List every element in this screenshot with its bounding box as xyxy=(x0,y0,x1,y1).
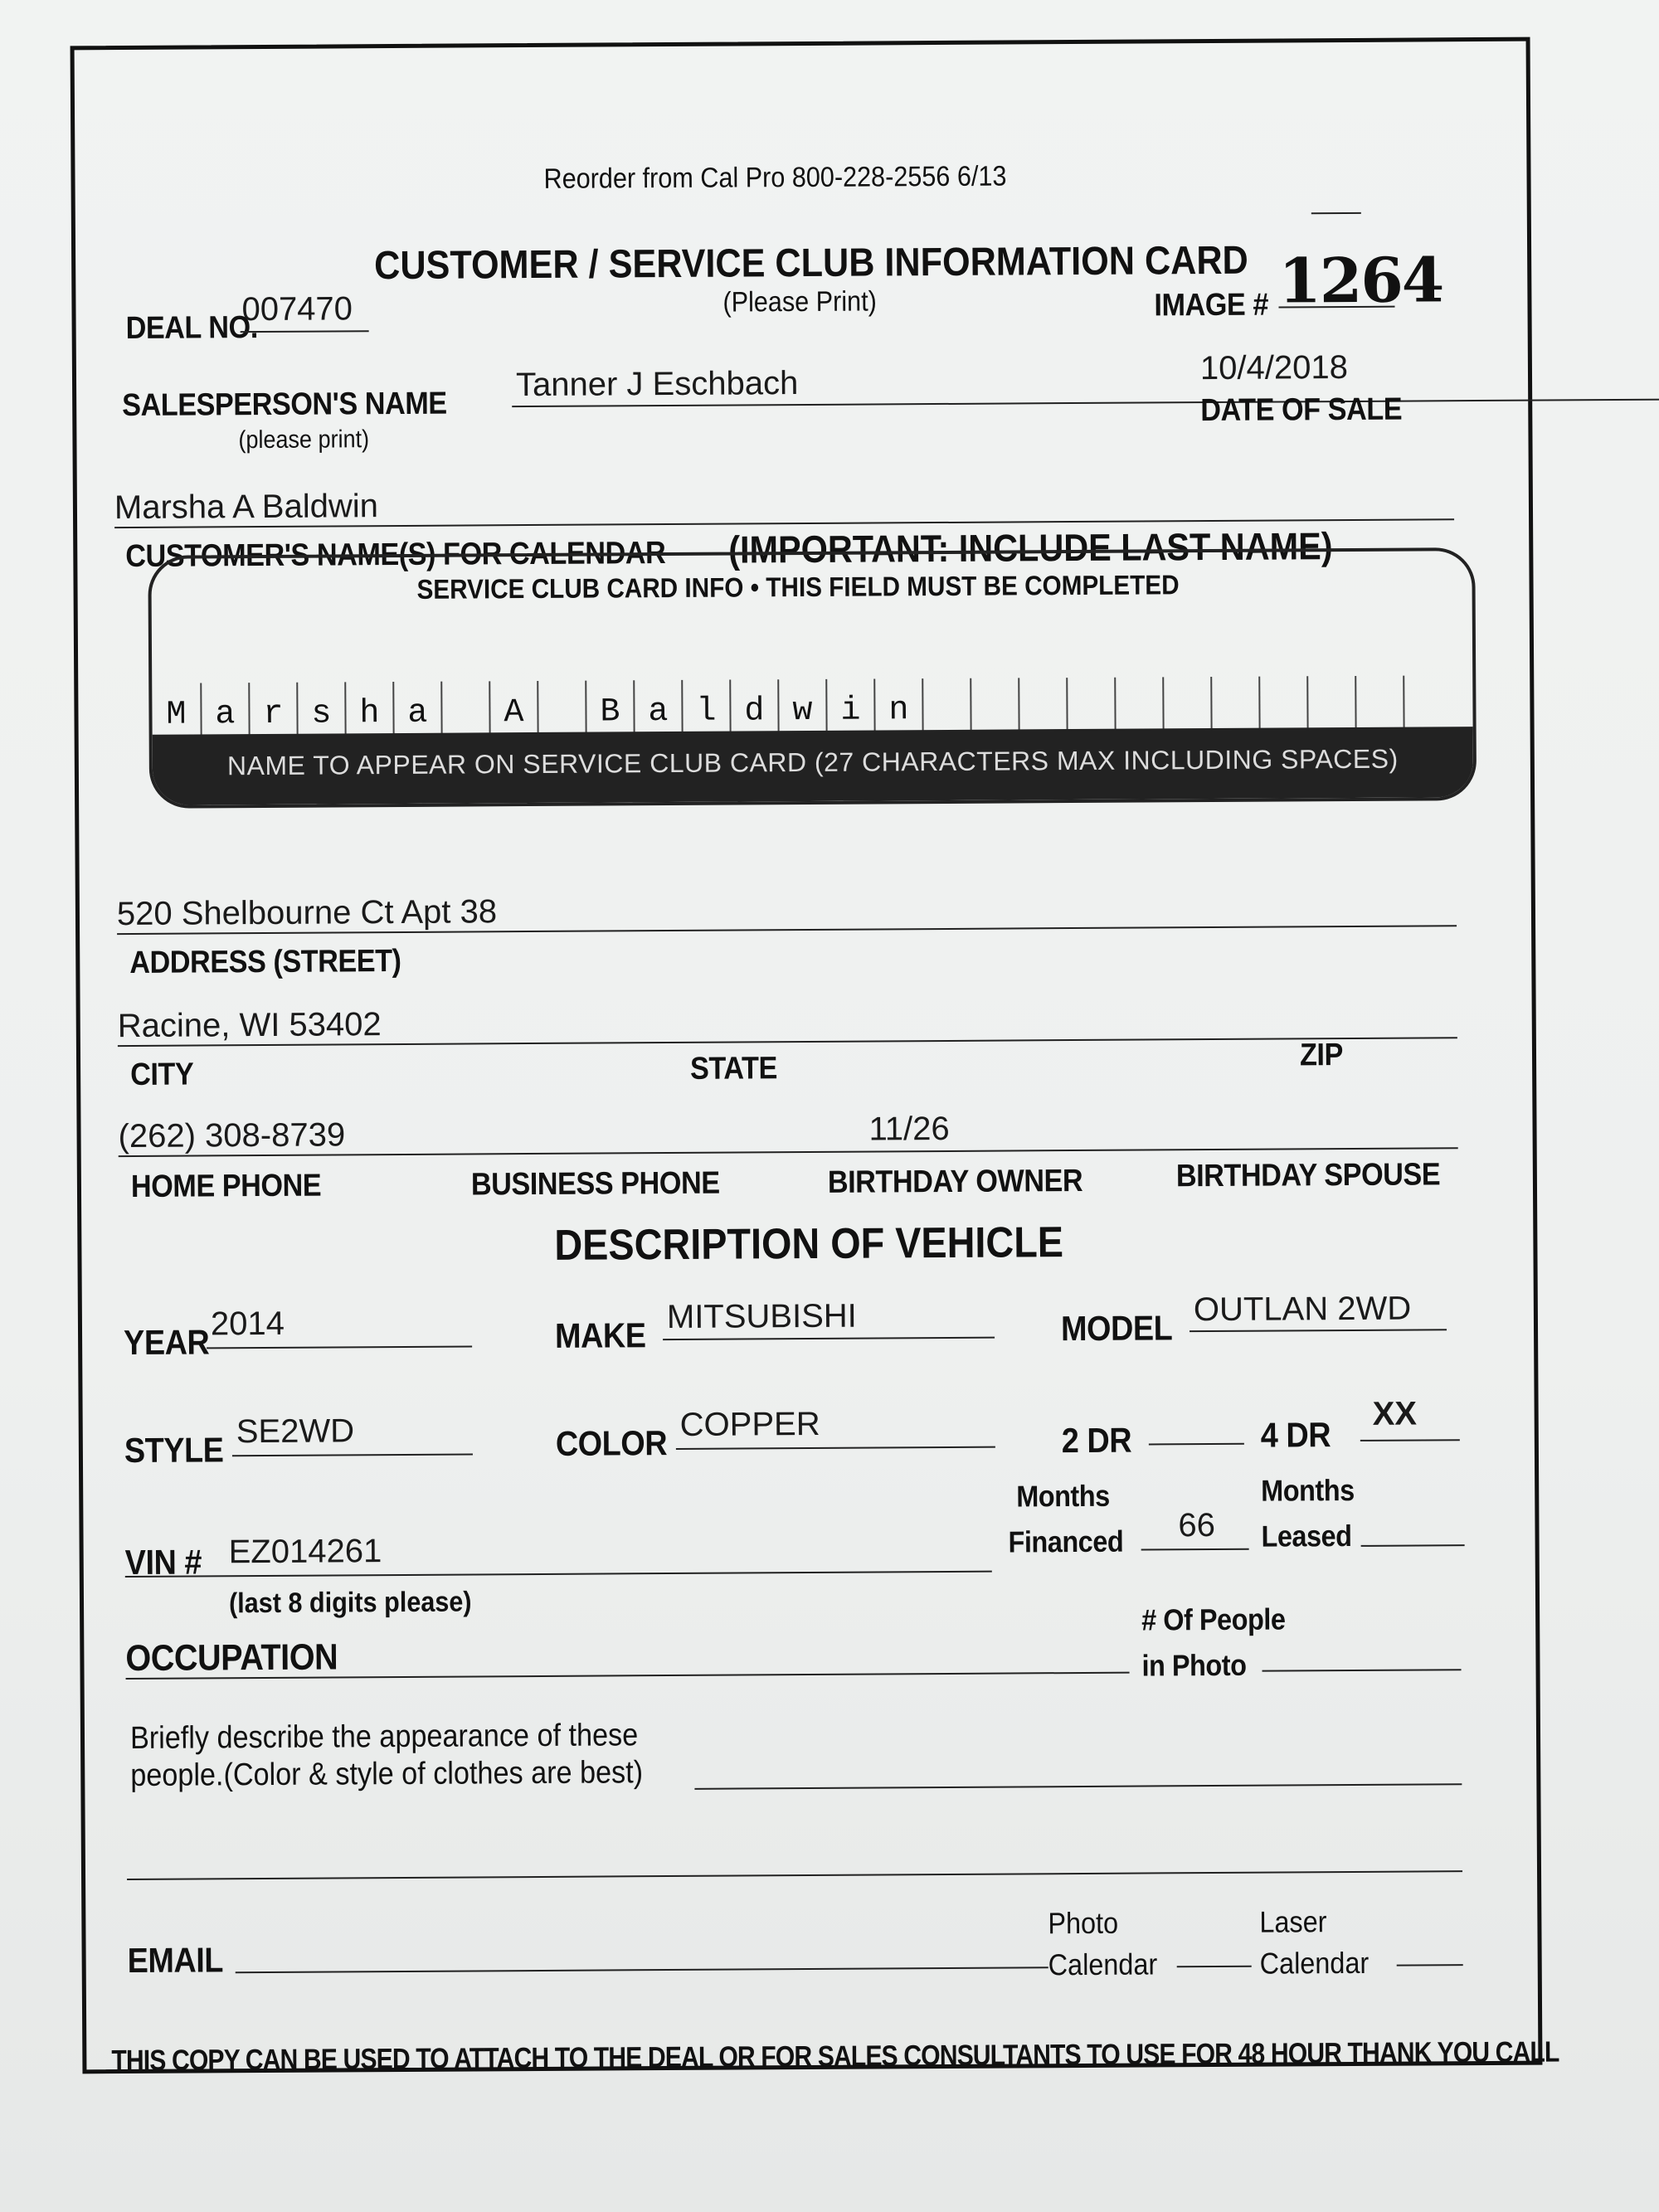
months-leased-line xyxy=(1361,1544,1465,1547)
service-club-char-slot[interactable] xyxy=(1018,678,1066,736)
months-financed-label-2: Financed xyxy=(1008,1524,1124,1559)
important-note: (IMPORTANT: INCLUDE LAST NAME) xyxy=(728,524,1333,571)
service-club-char-slot[interactable] xyxy=(1403,675,1451,733)
state-label: STATE xyxy=(689,1051,778,1087)
service-club-char-slot[interactable]: M xyxy=(166,696,187,734)
service-club-char-slot[interactable]: l xyxy=(681,680,729,738)
service-club-char-slot[interactable]: n xyxy=(873,678,922,737)
date-of-sale-label: DATE OF SALE xyxy=(1200,391,1403,429)
vehicle-heading: DESCRIPTION OF VEHICLE xyxy=(554,1218,1064,1270)
photo-calendar-label-1: Photo xyxy=(1048,1905,1119,1941)
date-of-sale-value[interactable]: 10/4/2018 xyxy=(1199,348,1349,387)
service-club-footer-band xyxy=(153,727,1473,805)
service-club-char-slot[interactable] xyxy=(1355,676,1403,734)
customer-name-label: CUSTOMER'S NAME(S) FOR CALENDAR xyxy=(125,536,666,575)
service-club-char-slot[interactable] xyxy=(922,678,970,737)
service-club-box xyxy=(148,547,1477,809)
style-value[interactable]: SE2WD xyxy=(236,1412,355,1451)
birthday-spouse-label: BIRTHDAY SPOUSE xyxy=(1175,1157,1441,1194)
address-value[interactable]: 520 Shelbourne Ct Apt 38 xyxy=(116,893,498,933)
city-state-zip-value[interactable]: Racine, WI 53402 xyxy=(117,1006,382,1045)
vin-value[interactable]: EZ014261 xyxy=(228,1533,382,1571)
service-club-char-slot[interactable] xyxy=(1162,677,1210,735)
people-in-photo-line xyxy=(1262,1669,1462,1671)
city-label: CITY xyxy=(129,1057,194,1092)
home-phone-label: HOME PHONE xyxy=(130,1168,322,1204)
service-club-footer-text: NAME TO APPEAR ON SERVICE CLUB CARD (27 CHARACTERS MAX INCLUDING SPACES) xyxy=(226,743,1399,781)
deal-no-line xyxy=(241,330,369,333)
salesperson-value[interactable]: Tanner J Eschbach xyxy=(515,365,799,404)
occupation-label: OCCUPATION xyxy=(125,1636,338,1680)
four-door-line xyxy=(1360,1439,1460,1441)
image-number-value[interactable]: 1264 xyxy=(1278,245,1443,318)
service-club-char-slot[interactable] xyxy=(1114,677,1162,735)
two-door-label: 2 DR xyxy=(1061,1420,1132,1461)
year-label: YEAR xyxy=(123,1322,210,1363)
address-label: ADDRESS (STREET) xyxy=(129,943,401,980)
laser-calendar-line xyxy=(1397,1964,1463,1966)
style-label: STYLE xyxy=(124,1430,224,1471)
service-club-char-slot[interactable] xyxy=(440,681,489,739)
two-door-line xyxy=(1149,1443,1244,1446)
months-leased-label-2: Leased xyxy=(1261,1518,1352,1553)
color-value[interactable]: COPPER xyxy=(679,1405,820,1443)
service-club-char-slot[interactable]: w xyxy=(777,679,825,737)
model-label: MODEL xyxy=(1060,1308,1173,1349)
months-financed-value[interactable]: 66 xyxy=(1178,1506,1216,1544)
email-label: EMAIL xyxy=(127,1940,224,1981)
service-club-char-slot[interactable]: B xyxy=(585,680,633,738)
months-financed-line xyxy=(1141,1548,1249,1551)
salesperson-label: SALESPERSON'S NAME xyxy=(122,386,447,424)
photo-calendar-label-2: Calendar xyxy=(1048,1947,1158,1982)
information-card xyxy=(71,37,1559,2078)
model-value[interactable]: OUTLAN 2WD xyxy=(1193,1290,1412,1329)
please-print-note: (Please Print) xyxy=(722,285,877,318)
service-club-header: SERVICE CLUB CARD INFO • THIS FIELD MUST BE COMPLETED xyxy=(416,569,1180,605)
months-financed-label-1: Months xyxy=(1016,1478,1110,1514)
describe-line-b xyxy=(127,1870,1462,1880)
year-line xyxy=(207,1345,472,1349)
card-title: CUSTOMER / SERVICE CLUB INFORMATION CARD xyxy=(374,238,1248,289)
vin-subnote: (last 8 digits please) xyxy=(228,1586,472,1620)
color-line xyxy=(676,1446,995,1450)
salesperson-subnote: (please print) xyxy=(238,425,370,455)
deal-no-value[interactable]: 007470 xyxy=(241,290,353,328)
business-phone-label: BUSINESS PHONE xyxy=(470,1165,720,1203)
describe-line-a xyxy=(694,1783,1462,1790)
model-line xyxy=(1190,1329,1447,1332)
service-club-char-slot[interactable]: d xyxy=(729,679,777,737)
make-label: MAKE xyxy=(554,1315,646,1355)
photo-calendar-line xyxy=(1177,1966,1252,1968)
make-line xyxy=(663,1337,995,1340)
make-value[interactable]: MITSUBISHI xyxy=(666,1297,857,1336)
color-label: COLOR xyxy=(555,1423,668,1463)
service-club-char-slot[interactable] xyxy=(537,681,585,739)
people-in-photo-label-1: # Of People xyxy=(1141,1602,1286,1637)
top-right-dash xyxy=(1311,212,1361,214)
service-club-char-slot[interactable] xyxy=(1210,677,1258,735)
zip-label: ZIP xyxy=(1299,1038,1344,1073)
service-club-char-slot[interactable]: a xyxy=(392,682,440,740)
card-footer: THIS COPY CAN BE USED TO ATTACH TO THE DEAL OR FOR SALES CONSULTANTS TO USE FOR 48 HOUR THANK YOU CALL xyxy=(111,2035,1559,2078)
service-club-char-slot[interactable] xyxy=(970,678,1018,736)
laser-calendar-label-2: Calendar xyxy=(1259,1945,1370,1981)
four-door-label: 4 DR xyxy=(1260,1415,1331,1455)
service-club-char-slot[interactable] xyxy=(1258,676,1306,734)
service-club-char-slot[interactable]: h xyxy=(344,682,392,740)
deal-no-label: DEAL NO. xyxy=(125,310,258,346)
laser-calendar-label-1: Laser xyxy=(1259,1904,1327,1939)
describe-line-1: Briefly describe the appearance of these xyxy=(129,1718,639,1756)
describe-line-2: people.(Color & style of clothes are best) xyxy=(130,1755,644,1793)
service-club-char-slot[interactable]: r xyxy=(248,683,296,741)
birthday-owner-value[interactable]: 11/26 xyxy=(868,1110,950,1148)
style-line xyxy=(232,1453,473,1456)
birthday-owner-label: BIRTHDAY OWNER xyxy=(827,1163,1083,1200)
service-club-char-slot[interactable] xyxy=(1306,676,1355,734)
vin-line xyxy=(125,1571,992,1578)
home-phone-value[interactable]: (262) 308-8739 xyxy=(118,1116,346,1155)
email-line xyxy=(236,1966,1048,1973)
service-club-char-slot[interactable]: a xyxy=(200,683,248,741)
people-in-photo-label-2: in Photo xyxy=(1141,1647,1247,1683)
service-club-char-slot[interactable]: s xyxy=(296,682,344,740)
service-club-char-slot[interactable]: A xyxy=(489,681,537,739)
image-number-label: IMAGE # xyxy=(1154,287,1269,323)
four-door-value[interactable]: XX xyxy=(1372,1395,1418,1432)
reorder-line: Reorder from Cal Pro 800-228-2556 6/13 xyxy=(543,160,1007,195)
months-leased-label-1: Months xyxy=(1261,1472,1355,1508)
service-club-char-slot[interactable] xyxy=(1066,678,1114,736)
vin-label: VIN # xyxy=(124,1542,202,1582)
service-club-char-slot[interactable]: i xyxy=(825,678,873,737)
year-value[interactable]: 2014 xyxy=(210,1305,285,1343)
customer-name-value[interactable]: Marsha A Baldwin xyxy=(114,488,379,527)
service-club-char-slot[interactable]: a xyxy=(633,680,681,738)
